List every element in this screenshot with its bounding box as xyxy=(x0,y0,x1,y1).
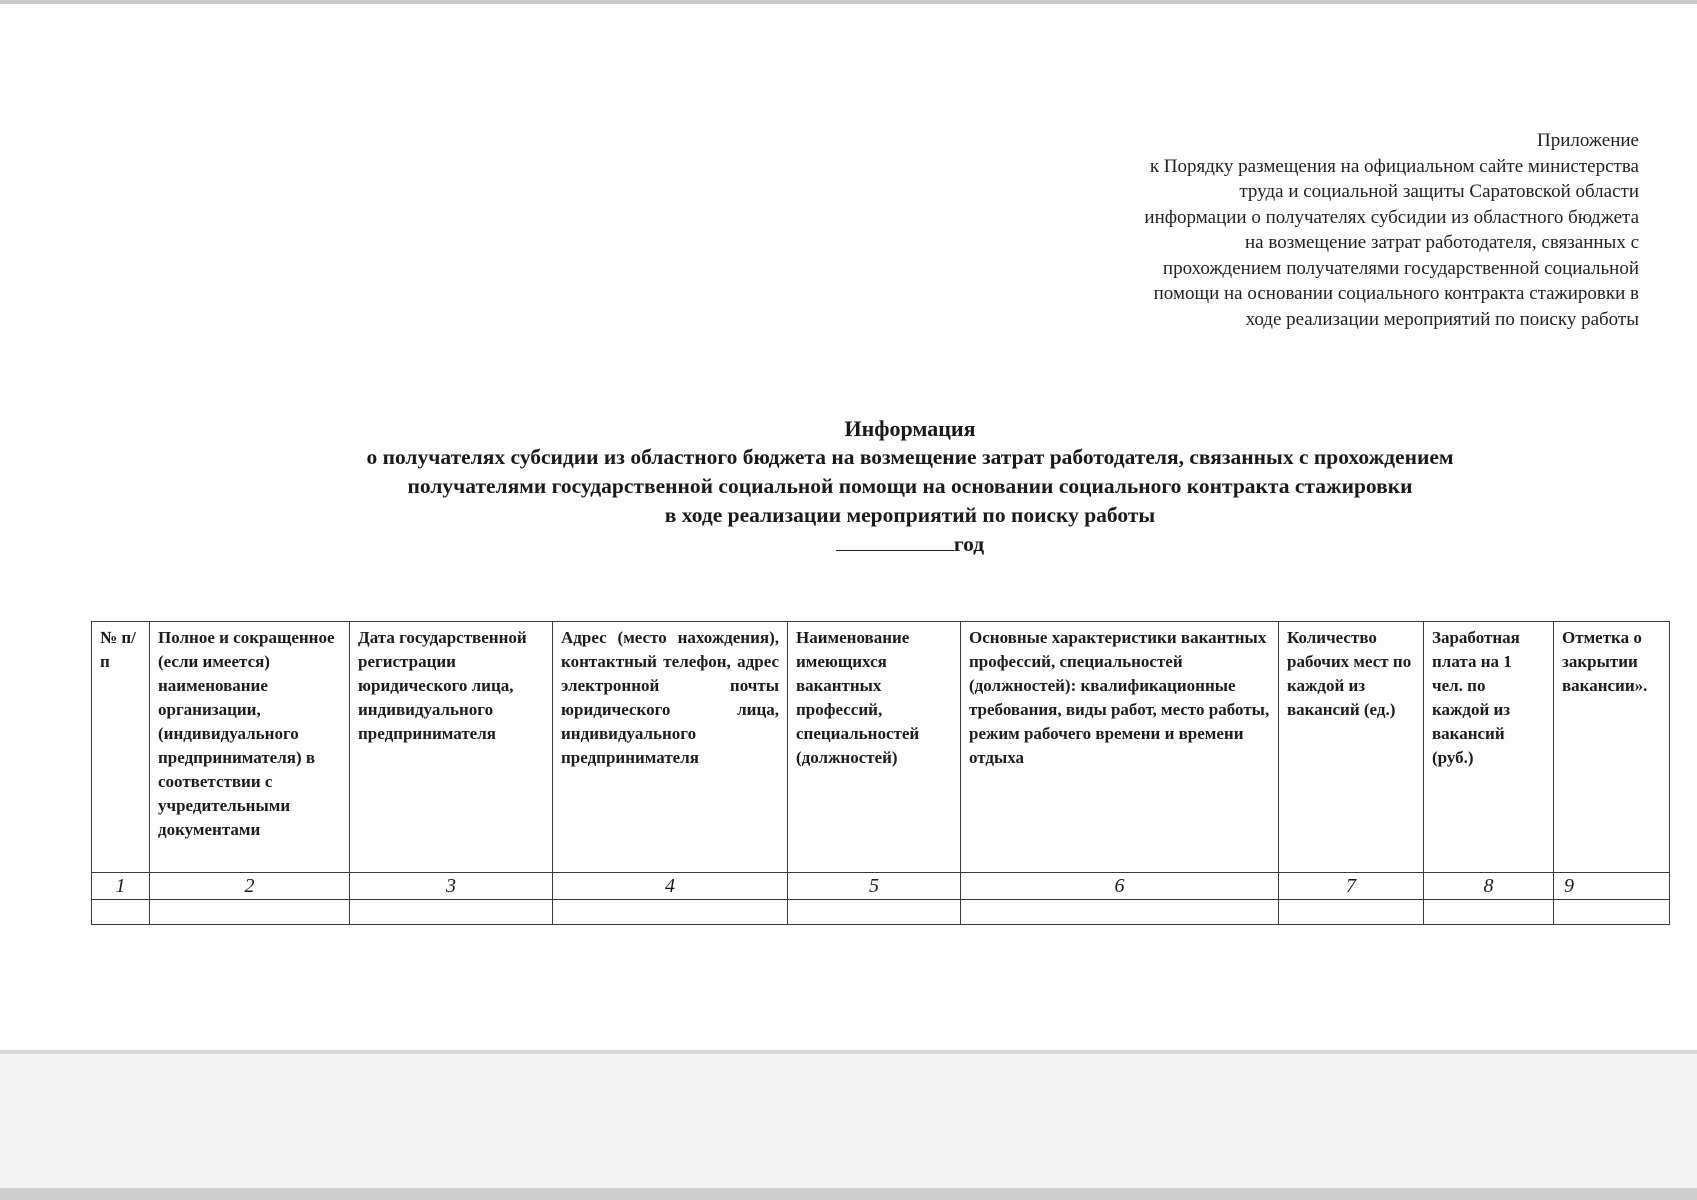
year-blank-field xyxy=(836,530,954,551)
appendix-line: труда и социальной защиты Саратовской области xyxy=(1239,181,1639,202)
table-cell[interactable] xyxy=(350,900,553,925)
table-cell[interactable] xyxy=(150,900,350,925)
table-cell[interactable] xyxy=(553,900,788,925)
column-number: 7 xyxy=(1279,873,1424,900)
table-cell[interactable] xyxy=(1424,900,1554,925)
column-number: 1 xyxy=(92,873,150,900)
title-line: о получателях субсидии из областного бюджета на возмещение затрат работодателя, связанных с прохождением xyxy=(366,445,1454,469)
table-cell[interactable] xyxy=(92,900,150,925)
column-number: 6 xyxy=(961,873,1279,900)
header-cell-characteristics: Основные характеристики вакантных профессий, специальностей (должностей): квалификационные требования, виды работ, место работы, режим рабочего времени и времени отдыха xyxy=(961,622,1279,873)
appendix-line: прохождением получателями государственной социальной xyxy=(1162,257,1639,279)
column-number: 8 xyxy=(1424,873,1554,900)
header-cell-closure-mark: Отметка о закрытии вакансии». xyxy=(1554,622,1670,873)
header-cell-organization: Полное и сокращенное (если имеется) наименование организации, (индивидуального предпринимателя) в соответствии с учредительными документами xyxy=(150,622,350,873)
column-number: 5 xyxy=(788,873,961,900)
header-cell-number: № п/п xyxy=(92,622,150,873)
year-suffix: год xyxy=(953,532,985,556)
recipients-table xyxy=(91,621,1670,925)
header-cell-workplaces: Количество рабочих мест по каждой из вакансий (ед.) xyxy=(1279,622,1424,873)
appendix-line: на возмещение затрат работодателя, связанных с xyxy=(1245,232,1639,253)
appendix-note xyxy=(999,128,1639,332)
column-number: 2 xyxy=(150,873,350,900)
title-line: в ходе реализации мероприятий по поиску работы xyxy=(664,503,1156,527)
year-line xyxy=(836,530,984,559)
title-line: получателями государственной социальной помощи на основании социального контракта стажировки xyxy=(407,474,1413,498)
table-cell[interactable] xyxy=(1279,900,1424,925)
header-cell-registration-date: Дата государственной регистрации юридического лица, индивидуального предпринимателя xyxy=(350,622,553,873)
table-cell[interactable] xyxy=(1554,900,1670,925)
scan-bottom-strip xyxy=(0,1188,1697,1200)
column-number: 3 xyxy=(350,873,553,900)
table-cell[interactable] xyxy=(788,900,961,925)
column-number-row xyxy=(92,873,1670,900)
header-cell-salary: Заработная плата на 1 чел. по каждой из вакансий (руб.) xyxy=(1424,622,1554,873)
title-main: Информация xyxy=(844,416,976,441)
table-cell[interactable] xyxy=(961,900,1279,925)
appendix-line: Приложение xyxy=(1537,130,1639,151)
appendix-line: информации о получателях субсидии из областного бюджета xyxy=(1144,206,1639,228)
appendix-line: помощи на основании социального контракта стажировки в xyxy=(1153,283,1639,304)
appendix-line: к Порядку размещения на официальном сайте министерства xyxy=(1149,155,1639,177)
column-number: 4 xyxy=(553,873,788,900)
column-number: 9 xyxy=(1554,873,1670,900)
document-title xyxy=(0,414,1697,559)
appendix-line: ходе реализации мероприятий по поиску работы xyxy=(1245,308,1639,330)
header-cell-vacancies: Наименование имеющихся вакантных профессий, специальностей (должностей) xyxy=(788,622,961,873)
header-cell-address: Адрес (место нахождения), контактный телефон, адрес электронной почты юридического лица, индивидуального предпринимателя xyxy=(553,622,788,873)
table-header-row xyxy=(92,622,1670,873)
scan-edge xyxy=(0,1050,1697,1054)
empty-data-row xyxy=(92,900,1670,925)
